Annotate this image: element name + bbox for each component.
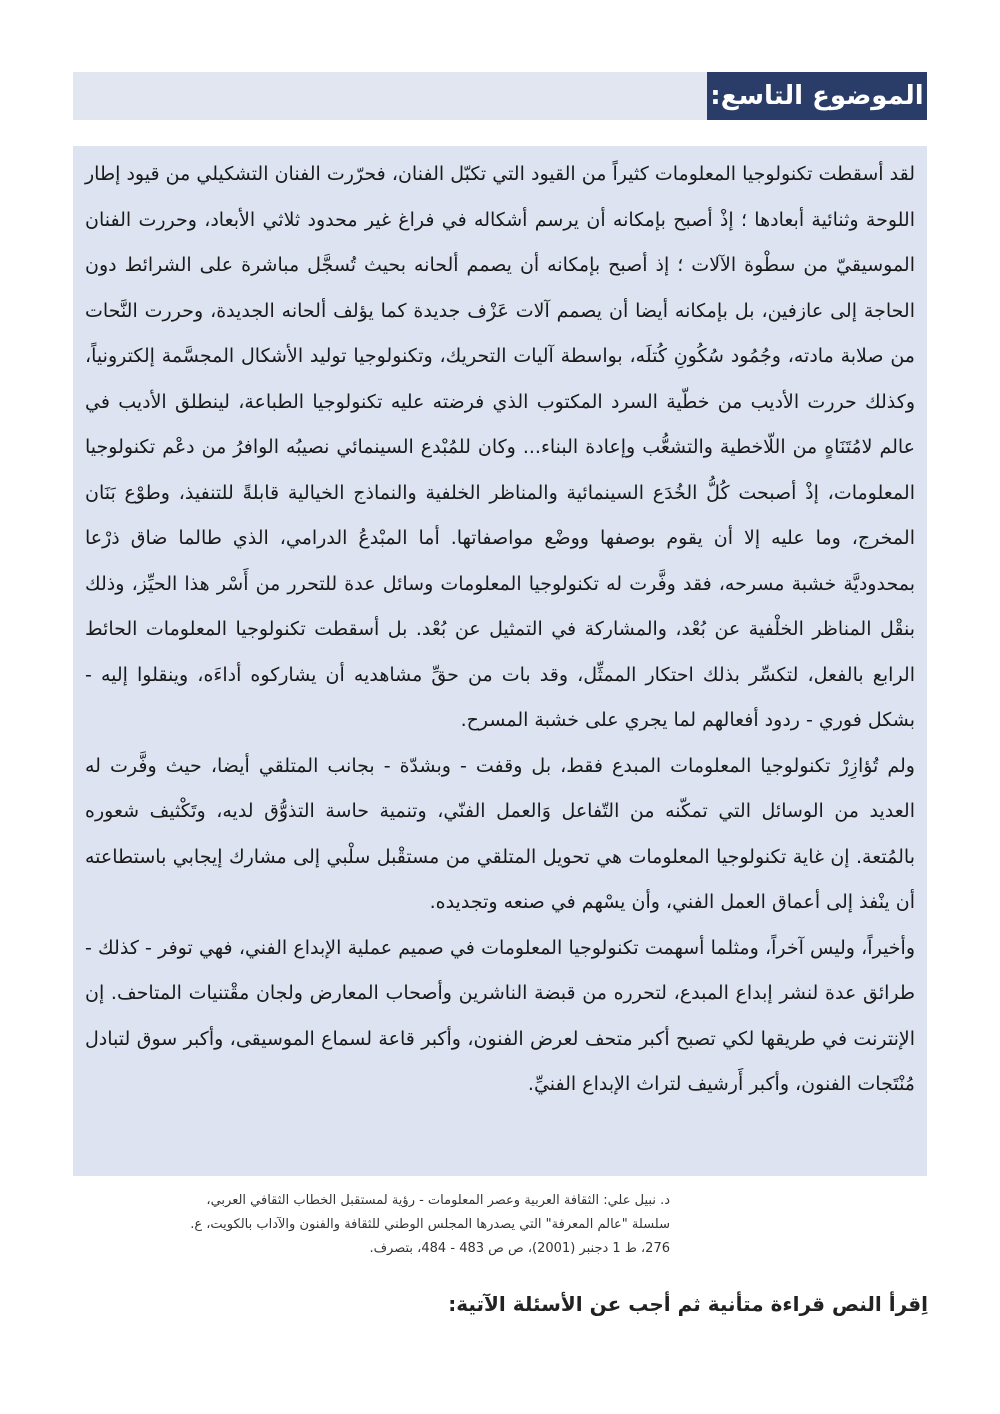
citation-line-2: سلسلة "عالم المعرفة" التي يصدرها المجلس الوطني للثقافة والفنون والآداب بالكويت، ع. (190, 1217, 670, 1232)
reading-passage (73, 146, 927, 1176)
source-citation (180, 1189, 670, 1261)
questions-instruction: اِقرأ النص قراءة متأنية ثم أجب عن الأسئلة الآتية: (448, 1292, 928, 1316)
citation-line-1: د. نبيل علي: الثقافة العربية وعصر المعلومات - رؤية لمستقبل الخطاب الثقافي العربي، (206, 1193, 670, 1208)
section-title (707, 72, 927, 120)
paragraph-1: لقد أسقطت تكنولوجيا المعلومات كثيراً من القيود التي تكبّل الفنان، فحرّرت الفنان التشكيلي من قيود إطار اللوحة وثنائية أبعادها ؛ إذْ أصبح بإمكانه أن يرسم أشكاله في فراغ غير محدود ثلاثي الأبعاد، وحررت الفنان الموسيقيّ من سطْوة الآلات ؛ إذ أصبح بإمكانه أن يصمم ألحانه بحيث تُسجَّل مباشرة على الشرائط دون الحاجة إلى عازفين، بل بإمكانه أيضا أن يصمم آلات عَزْف جديدة كما يؤلف ألحانه الجديدة، وحررت النَّحات من صلابة مادته، وجُمُود سُكُونِ كُتلَه، بواسطة آليات التحريك، وتكنولوجيا توليد الأشكال المجسَّمة إلكترونياً، وكذلك حررت الأديب من خطّية السرد المكتوب الذي فرضته عليه تكنولوجيا الطباعة، لينطلق الأديب في عالم لامُتَنَاهٍ من اللّاخطية والتشعُّب وإعادة البناء... وكان للمُبْدع السينمائي نصيبُه الوافرُ من دعْم تكنولوجيا المعلومات، إذْ أصبحت كُلُّ الخُدَع السينمائية والمناظر الخلفية والنماذج الخيالية قابلةً للتنفيذ، وطوْع بَنَان المخرج، وما عليه إلا أن يقوم بوصفها ووضْع مواصفاتها. أما المبْدعُ الدرامي، الذي طالما ضاق ذرْعا بمحدوديَّة خشبة مسرحه، فقد وفَّرت له تكنولوجيا المعلومات وسائل عدة للتحرر من أَسْر هذا الحيِّز، وذلك بنقْل المناظر الخلْفية عن بُعْد، والمشاركة في التمثيل عن بُعْد. بل أسقطت تكنولوجيا المعلومات الحائط الرابع بالفعل، لتكسِّر بذلك احتكار الممثِّل، وقد بات من حقِّ مشاهديه أن يشاركوه أداءَه، وينقلوا إليه - بشكل فوري - ردود أفعالهم لما يجري على خشبة المسرح. (85, 163, 915, 731)
paragraph-3: وأخيراً، وليس آخراً، ومثلما أسهمت تكنولوجيا المعلومات في صميم عملية الإبداع الفني، فهي توفر - كذلك - طرائق عدة لنشر إبداع المبدع، لتحرره من قبضة الناشرين وأصحاب المعارض ولجان مقْتنيات المتاحف. إن الإنترنت في طريقها لكي تصبح أكبر متحف لعرض الفنون، وأكبر قاعة لسماع الموسيقى، وأكبر سوق لتبادل مُنْتَجات الفنون، وأكبر أَرشيف لتراث الإبداع الفنيِّ. (85, 936, 915, 1095)
paragraph-2: ولم تُؤازِرْ تكنولوجيا المعلومات المبدع فقط، بل وقفت - وبشدّة - بجانب المتلقي أيضا، حيث وفَّرت له العديد من الوسائل التي تمكّنه من التّفاعل وَالعمل الفنّي، وتنمية حاسة التذوُّق لديه، وتَكْثيف شعوره بالمُتعة. إن غاية تكنولوجيا المعلومات هي تحويل المتلقي من مستقْبل سلْبي إلى مشارك إيجابي باستطاعته أن ينْفذ إلى أعماق العمل الفني، وأن يسْهم في صنعه وتجديده. (85, 754, 915, 913)
section-title-text: الموضوع التاسع: (710, 81, 924, 111)
citation-line-3: 276، ط 1 دجنبر (2001)، ص ص 483 - 484، بتصرف. (369, 1241, 670, 1256)
